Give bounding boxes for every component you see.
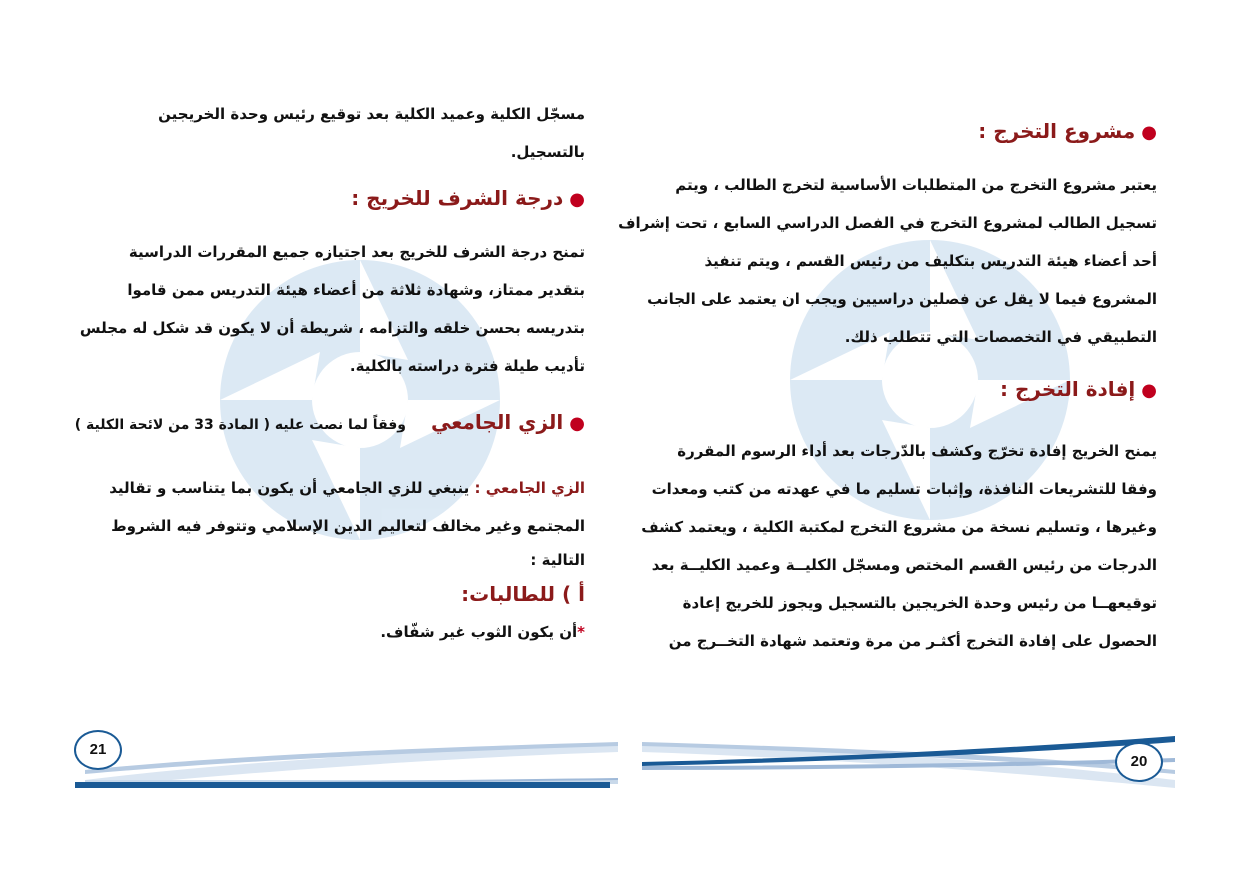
female-item-text: أن يكون الثوب غير شفّاف. (380, 623, 578, 641)
footer-swoosh (70, 722, 630, 802)
bullet-icon: ● (1141, 122, 1157, 143)
paragraph-line: المشروع فيما لا يقل عن فصلين دراسيين ويجب ان يعتمد على الجانب (647, 290, 1157, 308)
uniform-line (95, 469, 585, 507)
paragraph-line: بالتسجيل. (510, 143, 585, 161)
paragraph-line: وفقا للتشريعات النافذة، وإثبات تسليم ما في عهدته من كتب ومعدات (651, 480, 1157, 498)
paragraph-line: الحصول على إفادة التخرج أكثـر من مرة وتعتمد شهادة التخــرج من (668, 632, 1157, 650)
paragraph-line: أحد أعضاء هيئة التدريس بتكليف من رئيس القسم ، ويتم تنفيذ (704, 252, 1157, 270)
uniform-text: ينبغي للزي الجامعي أن يكون بما يتناسب و تقاليد (109, 479, 470, 497)
footer-swoosh (630, 722, 1190, 802)
project-heading (672, 108, 1157, 154)
paragraph-line: يعتبر مشروع التخرج من المتطلبات الأساسية لتخرج الطالب ، ويتم (675, 176, 1157, 194)
paragraph-line: الدرجات من رئيس القسم المختص ومسجّل الكليــة وعميد الكليــة بعد (651, 556, 1157, 574)
right-text-column (618, 108, 1157, 660)
uniform-label: الزي الجامعي : (474, 479, 585, 497)
grad-heading-text: إفادة التخرج : (1000, 377, 1136, 401)
female-item (95, 613, 585, 651)
paragraph-line: بتدريسه بحسن خلقه والتزامه ، شريطة أن لا يكون قد شكل له مجلس (79, 319, 585, 337)
paragraph-line: تسجيل الطالب لمشروع التخرج في الفصل الدراسي السابع ، تحت إشراف (618, 214, 1157, 232)
paragraph-line: التالية : (530, 551, 585, 569)
bullet-icon: ● (569, 413, 585, 434)
project-heading-text: مشروع التخرج : (978, 119, 1136, 143)
page-number: 20 (1115, 742, 1163, 782)
paragraph-line: وغيرها ، وتسليم نسخة من مشروع التخرج لمكتبة الكلية ، ويعتمد كشف (641, 518, 1157, 536)
paragraph-line: تمنح درجة الشرف للخريج بعد اجتيازه جميع المقررات الدراسية (128, 243, 585, 261)
bullet-icon: ● (1141, 380, 1157, 401)
honor-heading-text: درجة الشرف للخريج : (351, 186, 564, 210)
page-number: 21 (74, 730, 122, 770)
uniform-heading: الزي الجامعي (430, 410, 564, 434)
footer-bar (75, 782, 610, 788)
bullet-icon: ● (569, 189, 585, 210)
paragraph-line: يمنح الخريج إفادة تخرّج وكشف بالدّرجات بعد أداء الرسوم المقررة (677, 442, 1157, 460)
uniform-heading-row (74, 399, 585, 445)
grad-heading (672, 366, 1157, 412)
asterisk-icon: * (577, 623, 585, 641)
paragraph-line: توقيعهــا من رئيس وحدة الخريجين بالتسجيل ويجوز للخريج إعادة (682, 594, 1157, 612)
right-page (620, 0, 1240, 877)
honor-heading (95, 175, 585, 221)
paragraph-line: مسجّل الكلية وعميد الكلية بعد توقيع رئيس وحدة الخريجين (158, 105, 585, 123)
paragraph-line: المجتمع وغير مخالف لتعاليم الدين الإسلامي وتتوفر فيه الشروط (111, 517, 585, 535)
uniform-note: وفقاً لما نصت عليه ( المادة 33 من لائحة الكلية ) (74, 417, 407, 433)
left-text-column (74, 95, 585, 651)
female-heading: أ ) للطالبات: (461, 582, 585, 606)
paragraph-line: بتقدير ممتاز، وشهادة ثلاثة من أعضاء هيئة التدريس ممن قاموا (127, 281, 585, 299)
paragraph-line: تأديب طيلة فترة دراسته بالكلية. (349, 357, 585, 375)
paragraph-line: التطبيقي في التخصصات التي تتطلب ذلك. (844, 328, 1157, 346)
